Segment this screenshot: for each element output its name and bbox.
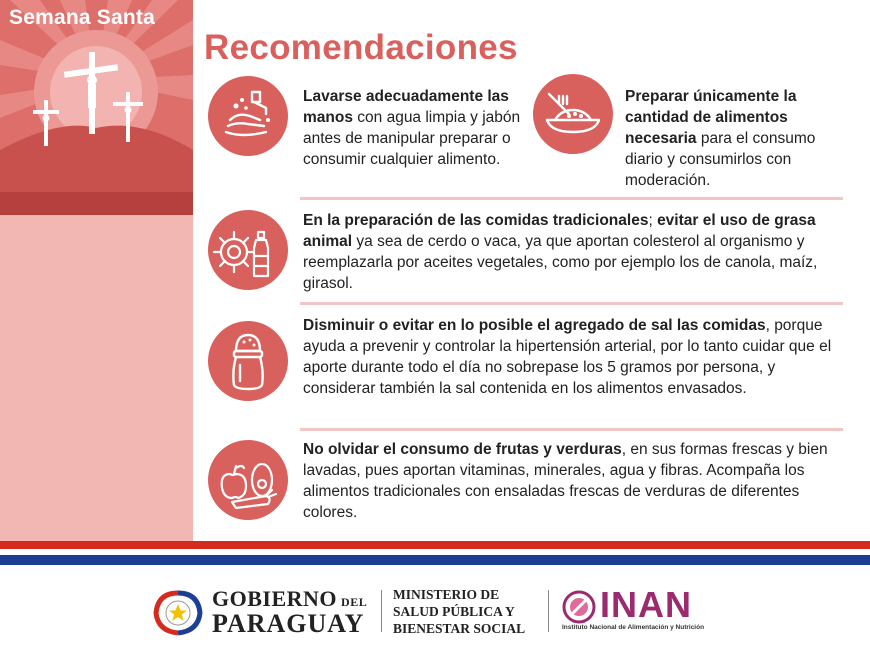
- gov-line1: GOBIERNO: [212, 586, 338, 611]
- item-text: En la preparación de las comidas tradicionales; evitar el uso de grasa animal ya sea de cerdo o vaca, ya que aportan colesterol al organismo y reemplazarla por aceites vegetales, como por ejemplo los de canola, maíz, girasol.: [303, 212, 818, 292]
- food-bowl-icon: [533, 74, 613, 154]
- gov-del: DEL: [341, 595, 368, 609]
- item-text: Disminuir o evitar en lo posible el agregado de sal las comidas, porque ayuda a prevenir y controlar la hipertensión arterial, por lo tanto cuidar que el aporte durante todo el día no sobrepase los 5 gramos por persona, y considerar también la sal contenida en los alimentos envasados.: [303, 317, 832, 397]
- divider: [548, 590, 549, 632]
- blue-stripe: [0, 555, 870, 565]
- footer: [0, 566, 870, 657]
- gov-line2: PARAGUAY: [212, 609, 365, 638]
- item-text: Lavarse adecuadamente las manos con agua limpia y jabón antes de manipular preparar o consumir cualquier alimento.: [303, 88, 521, 168]
- ministry-line: BIENESTAR SOCIAL: [393, 621, 526, 636]
- divider: [300, 302, 843, 305]
- handwash-icon: [208, 76, 288, 156]
- fruits-vegetables-icon: [208, 440, 288, 520]
- divider: [381, 590, 382, 632]
- ministry-name: [393, 586, 525, 637]
- salt-shaker-icon: [208, 321, 288, 401]
- inan-title: INAN: [600, 584, 692, 625]
- gobierno-logo-icon: [152, 589, 204, 637]
- badge-text: Semana Santa: [9, 6, 155, 29]
- divider: [300, 428, 843, 431]
- inan-logo-icon: [562, 590, 596, 624]
- sidebar: [0, 0, 193, 541]
- sunflower-oil-icon: [208, 210, 288, 290]
- crucifixion-illustration: [0, 0, 193, 215]
- inan-subtitle: Instituto Nacional de Alimentación y Nutrición: [562, 624, 705, 631]
- item-text: No olvidar el consumo de frutas y verduras, en sus formas frescas y bien lavadas, pues aportan vitaminas, minerales, agua y fibras. Acompaña los alimentos tradicionales con ensaladas frescas de verduras de diferentes colores.: [303, 441, 828, 521]
- item-text: Preparar únicamente la cantidad de alimentos necesaria para el consumo diario y consumirlos con moderación.: [625, 88, 816, 189]
- ministry-line: MINISTERIO DE: [393, 587, 500, 602]
- divider: [300, 197, 843, 200]
- page-title: Recomendaciones: [204, 28, 518, 67]
- ministry-line: SALUD PÚBLICA Y: [393, 604, 515, 619]
- red-stripe: [0, 541, 870, 549]
